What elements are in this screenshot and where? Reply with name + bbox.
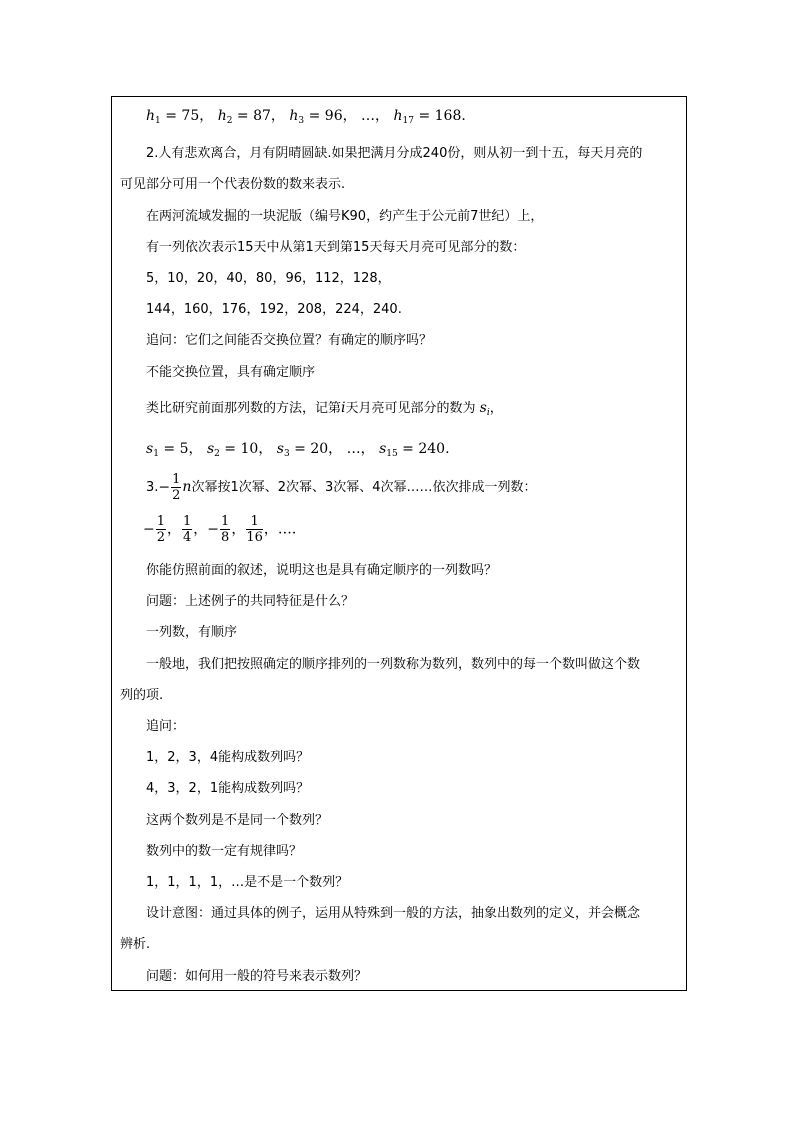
paragraph-line: 一般地，我们把按照确定的顺序排列的一列数称为数列，数列中的每一个数叫做这个数	[146, 657, 641, 672]
paragraph-line: 1，1，1，1，…是不是一个数列？	[146, 875, 349, 890]
paragraph-line: 问题：上述例子的共同特征是什么？	[146, 594, 355, 609]
paragraph-line: 1，2，3，4能构成数列吗？	[146, 750, 310, 765]
paragraph-line: 4，3，2，1能构成数列吗？	[146, 781, 310, 796]
paragraph-line: 问题：如何用一般的符号来表示数列？	[146, 969, 368, 984]
paragraph-line: 你能仿照前面的叙述，说明这也是具有确定顺序的一列数吗？	[146, 563, 498, 578]
paragraph-line: 可见部分可用一个代表份数的数来表示.	[120, 177, 346, 192]
h-sequence-line: $h_1 = 75$， $h_2 = 87$， $h_3 = 96$， …， $h_{17} = 168$.	[146, 108, 466, 126]
paragraph-line: 列的项.	[120, 688, 164, 703]
paragraph-line: 追问：	[146, 719, 186, 734]
paragraph-line: 5，10，20，40，80，96，112，128，	[146, 271, 391, 286]
paragraph-line: 一列数，有顺序	[146, 625, 238, 640]
paragraph-line: 144，160，176，192，208，224，240.	[146, 302, 402, 317]
paragraph-line: 3.− $\frac{1}{2}$ n次幂按1次幂、2次幂、3次幂、4次幂……依次排成一列数：	[146, 472, 537, 503]
power-sequence-line: − $\frac{1}{2}$ ， $\frac{1}{4}$ ，− $\frac{1}{8}$ ， $\frac{1}{16}$ ，….	[143, 514, 297, 545]
paragraph-line: 类比研究前面那列数的方法，记第i天月亮可见部分的数为 $s_i$，	[146, 400, 503, 418]
paragraph-line: 在两河流域发掘的一块泥版（编号K90，约产生于公元前7世纪）上，	[146, 209, 544, 224]
s-sequence-line: $s_1 = 5$， $s_2 = 10$， $s_3 = 20$， …， $s_{15} = 240$.	[146, 441, 450, 459]
paragraph-line: 数列中的数一定有规律吗？	[146, 844, 303, 859]
paragraph-line: 2.人有悲欢离合，月有阴晴圆缺.如果把满月分成240份，则从初一到十五，每天月亮的	[146, 146, 643, 161]
paragraph-line: 不能交换位置，具有确定顺序	[146, 365, 316, 380]
paragraph-line: 追问：它们之间能否交换位置？有确定的顺序吗？	[146, 333, 433, 348]
paragraph-line: 这两个数列是不是同一个数列？	[146, 813, 329, 828]
paragraph-line: 有一列依次表示15天中从第1天到第15天每天月亮可见部分的数：	[146, 240, 526, 255]
paragraph-line: 辨析.	[120, 937, 151, 952]
paragraph-line: 设计意图：通过具体的例子，运用从特殊到一般的方法，抽象出数列的定义，并会概念	[146, 906, 641, 921]
